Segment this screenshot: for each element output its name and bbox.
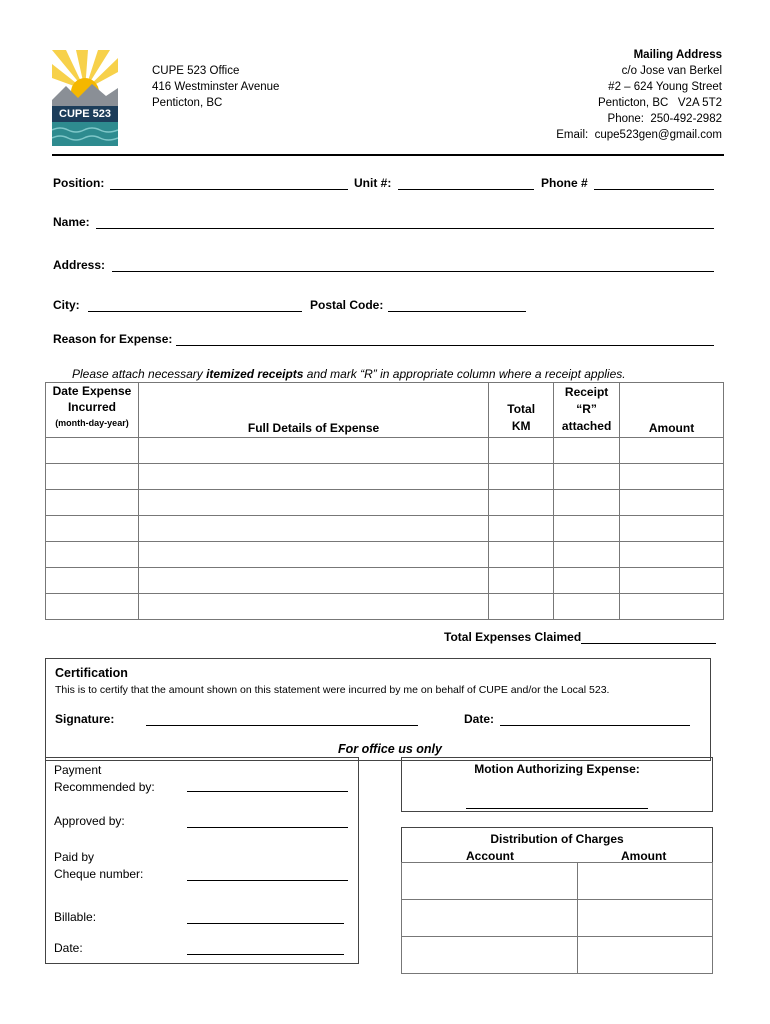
receipt-cell[interactable]	[554, 594, 620, 620]
office-line3: Penticton, BC	[152, 97, 223, 109]
amount-col-header: Amount	[620, 383, 724, 438]
phone-label: Phone #	[541, 176, 588, 190]
address-field[interactable]	[112, 271, 714, 272]
receipt-cell[interactable]	[554, 516, 620, 542]
unit-label: Unit #:	[354, 176, 392, 190]
receipt-cell[interactable]	[554, 542, 620, 568]
table-row	[402, 863, 713, 900]
details-cell[interactable]	[138, 594, 488, 620]
date-col-line2: Incurred	[67, 400, 116, 414]
cupe-logo	[52, 50, 118, 146]
position-label: Position:	[53, 176, 105, 190]
receipt-cell[interactable]	[554, 464, 620, 490]
km-cell[interactable]	[489, 516, 554, 542]
address-label: Address:	[53, 258, 106, 272]
name-label: Name:	[53, 215, 90, 229]
billable-label: Billable:	[54, 910, 97, 924]
table-row	[46, 438, 724, 464]
account-cell[interactable]	[402, 937, 578, 974]
payment-line1: Payment	[54, 763, 102, 777]
office-use-box	[45, 757, 359, 964]
receipt-col-header	[554, 383, 620, 438]
table-header-row	[46, 383, 724, 438]
table-row	[46, 490, 724, 516]
km-col-header	[489, 383, 554, 438]
receipt-col-line1: Receipt	[564, 385, 609, 399]
mailing-title: Mailing Address	[633, 49, 722, 61]
account-header: Account	[466, 849, 514, 863]
date-cell[interactable]	[46, 438, 139, 464]
date-cell[interactable]	[46, 464, 139, 490]
km-cell[interactable]	[489, 568, 554, 594]
payment-label	[54, 762, 155, 796]
amount-cell[interactable]	[620, 594, 724, 620]
details-cell[interactable]	[138, 490, 488, 516]
km-cell[interactable]	[489, 464, 554, 490]
mailing-phone: Phone: 250-492-2982	[607, 113, 722, 125]
receipt-instruction	[72, 367, 626, 381]
receipt-col-line2: “R”	[576, 402, 597, 416]
km-cell[interactable]	[489, 594, 554, 620]
amount-cell[interactable]	[620, 490, 724, 516]
postal-label: Postal Code:	[310, 298, 384, 312]
km-cell[interactable]	[489, 438, 554, 464]
sun-mountain-icon	[52, 50, 118, 146]
motion-field[interactable]	[466, 808, 648, 809]
instruction-pre: Please attach necessary	[72, 367, 207, 381]
date-col-sub: (month-day-year)	[55, 418, 129, 428]
receipt-cell[interactable]	[554, 568, 620, 594]
signature-field[interactable]	[146, 725, 418, 726]
cheque-field[interactable]	[187, 880, 348, 881]
amount-cell[interactable]	[620, 568, 724, 594]
mailing-address	[556, 47, 722, 143]
billable-field[interactable]	[187, 923, 344, 924]
postal-field[interactable]	[388, 311, 526, 312]
expense-table	[45, 382, 724, 620]
km-cell[interactable]	[489, 490, 554, 516]
table-row	[402, 900, 713, 937]
office-date-field[interactable]	[187, 954, 344, 955]
payment-line2: Recommended by:	[54, 780, 155, 794]
office-address	[152, 63, 279, 111]
distribution-table	[401, 862, 713, 974]
amount-cell[interactable]	[620, 464, 724, 490]
date-col-header	[46, 383, 139, 438]
paid-label	[54, 849, 143, 883]
amount-cell[interactable]	[578, 900, 713, 937]
approved-field[interactable]	[187, 827, 348, 828]
km-col-line2: KM	[511, 419, 531, 433]
paid-line2: Cheque number:	[54, 867, 144, 881]
total-field[interactable]	[581, 643, 716, 644]
name-field[interactable]	[96, 228, 714, 229]
table-row	[46, 464, 724, 490]
details-cell[interactable]	[138, 438, 488, 464]
mailing-line1: c/o Jose van Berkel	[621, 65, 722, 77]
table-row	[46, 568, 724, 594]
km-cell[interactable]	[489, 542, 554, 568]
account-cell[interactable]	[402, 863, 578, 900]
motion-box	[401, 757, 713, 812]
city-field[interactable]	[88, 311, 302, 312]
office-date-label: Date:	[54, 941, 83, 955]
amount-cell[interactable]	[578, 937, 713, 974]
details-cell[interactable]	[138, 568, 488, 594]
certification-title: Certification	[55, 666, 128, 680]
position-field[interactable]	[110, 189, 348, 190]
distribution-box	[401, 827, 713, 863]
amount-cell[interactable]	[578, 863, 713, 900]
expense-rows	[46, 438, 724, 620]
details-cell[interactable]	[138, 542, 488, 568]
total-label: Total Expenses Claimed	[444, 630, 582, 644]
unit-field[interactable]	[398, 189, 534, 190]
amount-cell[interactable]	[620, 516, 724, 542]
cert-date-field[interactable]	[500, 725, 690, 726]
mailing-email: Email: cupe523gen@gmail.com	[556, 129, 722, 141]
office-line2: 416 Westminster Avenue	[152, 81, 280, 93]
logo-text: CUPE 523	[59, 108, 111, 120]
amount-header: Amount	[621, 849, 667, 863]
table-row	[402, 937, 713, 974]
reason-field[interactable]	[176, 345, 714, 346]
receipt-col-line3: attached	[561, 419, 612, 433]
motion-label: Motion Authorizing Expense:	[474, 762, 640, 776]
date-cell[interactable]	[46, 490, 139, 516]
km-col-line1: Total	[507, 402, 536, 416]
header-divider	[52, 154, 724, 156]
amount-cell[interactable]	[620, 542, 724, 568]
date-col-line1: Date Expense	[52, 384, 132, 398]
date-cell[interactable]	[46, 568, 139, 594]
reason-label: Reason for Expense:	[53, 332, 173, 346]
account-cell[interactable]	[402, 900, 578, 937]
mailing-line3: Penticton, BC V2A 5T2	[597, 97, 722, 109]
signature-label: Signature:	[55, 712, 115, 726]
phone-field[interactable]	[594, 189, 714, 190]
mailing-line2: #2 – 624 Young Street	[608, 81, 722, 93]
distribution-title: Distribution of Charges	[490, 832, 624, 846]
table-row	[46, 542, 724, 568]
details-col-header: Full Details of Expense	[138, 383, 488, 438]
office-line1: CUPE 523 Office	[152, 65, 240, 77]
date-cell[interactable]	[46, 594, 139, 620]
office-use-heading: For office us only	[338, 742, 442, 756]
cert-date-label: Date:	[464, 712, 495, 726]
recommended-field[interactable]	[187, 791, 348, 792]
date-cell[interactable]	[46, 516, 139, 542]
table-row	[46, 516, 724, 542]
table-row	[46, 594, 724, 620]
instruction-post: and mark “R” in appropriate column where a receipt applies.	[303, 367, 626, 381]
certification-text: This is to certify that the amount shown on this statement were incurred by me on behalf of CUPE and/or the Local 523.	[55, 684, 610, 696]
date-cell[interactable]	[46, 542, 139, 568]
approved-label: Approved by:	[54, 814, 125, 828]
details-cell[interactable]	[138, 464, 488, 490]
receipt-cell[interactable]	[554, 490, 620, 516]
amount-cell[interactable]	[620, 438, 724, 464]
city-label: City:	[53, 298, 80, 312]
instruction-strong: itemized receipts	[206, 367, 304, 381]
paid-line1: Paid by	[54, 850, 95, 864]
details-cell[interactable]	[138, 516, 488, 542]
receipt-cell[interactable]	[554, 438, 620, 464]
